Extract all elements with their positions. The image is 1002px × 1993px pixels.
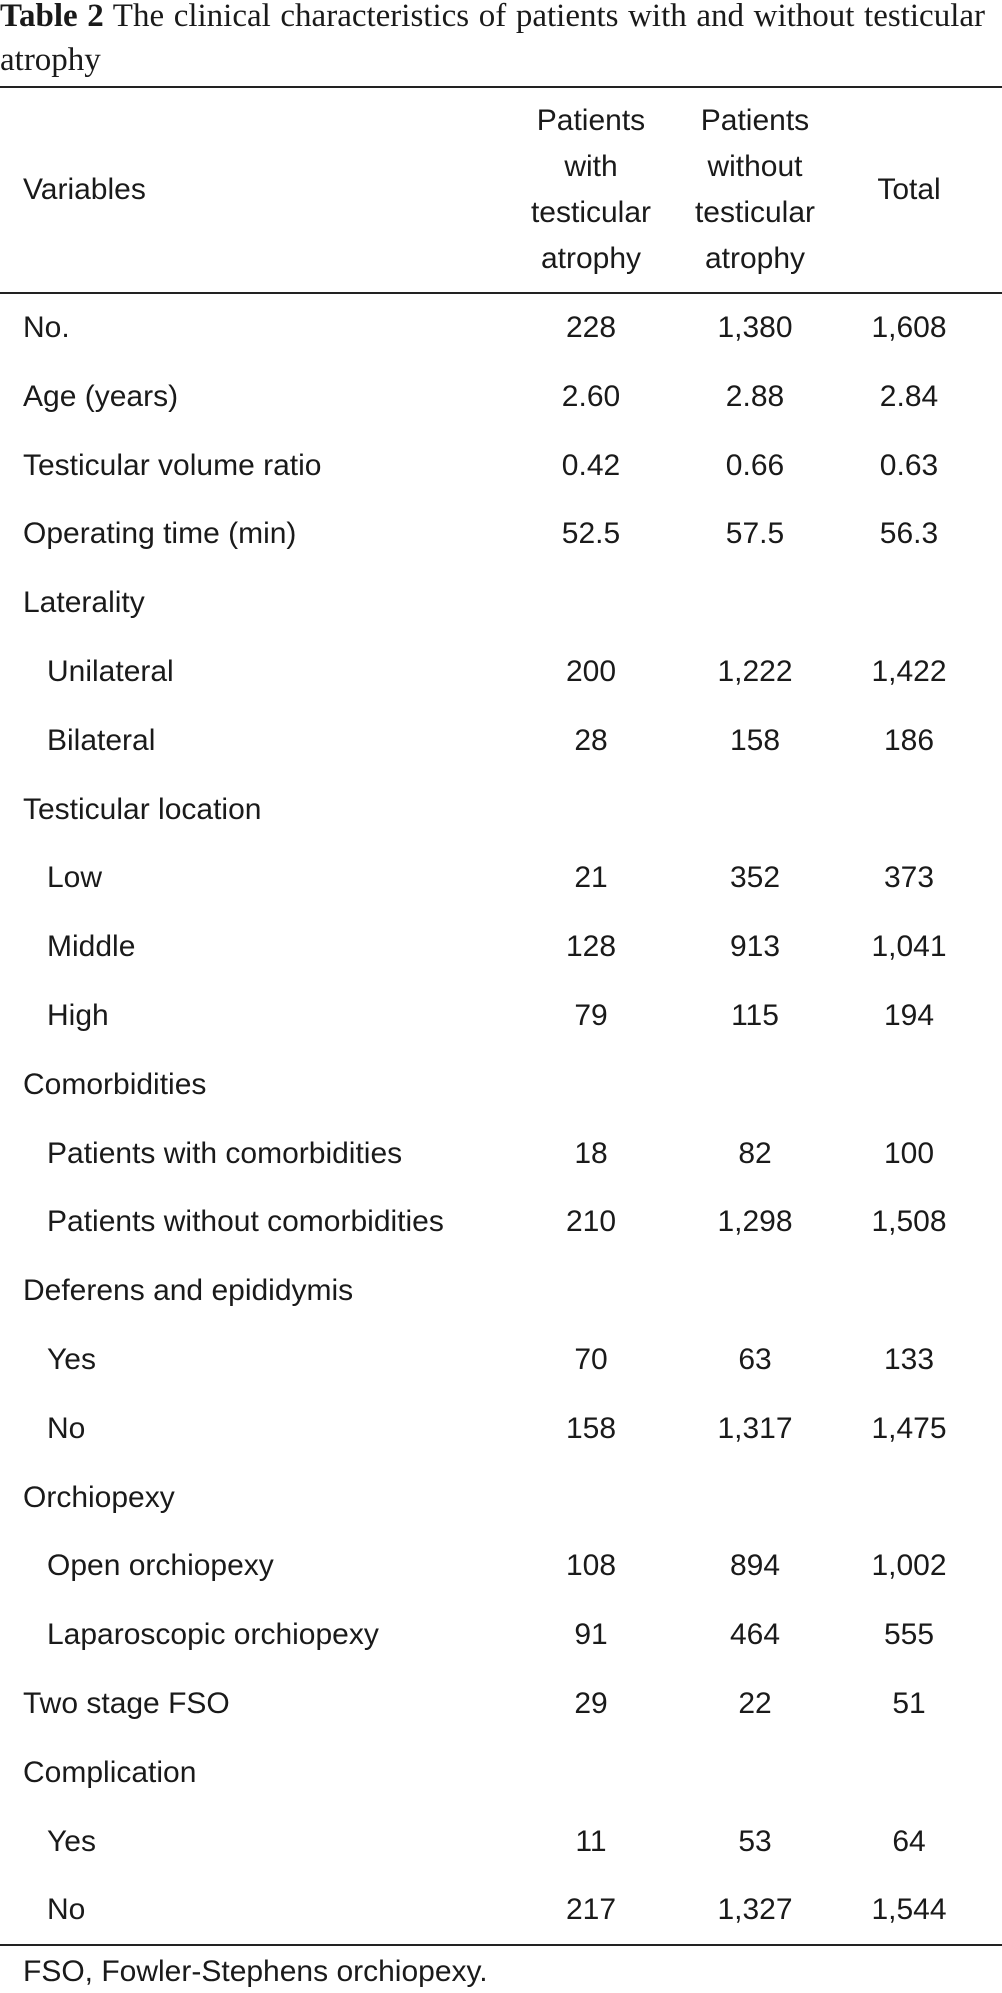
row-label: Laparoscopic orchiopexy [47, 1618, 379, 1652]
row-label: Orchiopexy [23, 1480, 175, 1514]
cell-total: 1,508 [871, 1205, 947, 1239]
header-variables [23, 88, 503, 292]
table-row [0, 363, 1002, 432]
table-row-subitem [0, 1395, 1002, 1464]
cell-total: 2.84 [879, 379, 939, 413]
row-label: Complication [23, 1755, 197, 1789]
cell-without-atrophy [677, 776, 833, 845]
cell-total: 1,475 [871, 1411, 947, 1445]
row-label: Open orchiopexy [47, 1549, 274, 1583]
cell-with-atrophy [515, 1257, 667, 1326]
cell-total: 133 [883, 1342, 935, 1376]
cell-with-atrophy: 200 [565, 654, 617, 688]
row-label: Operating time (min) [23, 517, 297, 551]
cell-without-atrophy: 1,222 [717, 654, 793, 688]
cell-without-atrophy: 464 [729, 1618, 781, 1652]
cell-without-atrophy [677, 569, 833, 638]
table-row [0, 1464, 1002, 1533]
table-row [0, 294, 1002, 363]
row-label: Laterality [23, 586, 145, 620]
table-row-subitem [0, 1532, 1002, 1601]
row-label: Middle [47, 930, 136, 964]
cell-without-atrophy: 57.5 [725, 517, 785, 551]
cell-total: 186 [883, 723, 935, 757]
table-body [0, 294, 1002, 1945]
table-row-subitem [0, 1601, 1002, 1670]
cell-without-atrophy: 352 [729, 861, 781, 895]
table-caption [0, 0, 985, 82]
row-label: Testicular location [23, 792, 262, 826]
cell-without-atrophy: 158 [729, 723, 781, 757]
table-row-subitem [0, 982, 1002, 1051]
cell-with-atrophy: 18 [574, 1136, 608, 1170]
header-total-label: Total [877, 173, 941, 206]
cell-without-atrophy: 115 [731, 998, 779, 1032]
table-row [0, 569, 1002, 638]
cell-total: 51 [892, 1686, 926, 1720]
cell-with-atrophy: 108 [565, 1549, 617, 1583]
cell-total: 1,002 [871, 1549, 947, 1583]
row-label: Two stage FSO [23, 1686, 230, 1720]
cell-with-atrophy: 52.5 [561, 517, 621, 551]
cell-total [843, 1051, 975, 1120]
row-label: Unilateral [47, 654, 174, 688]
header-without-atrophy-line: atrophy [704, 242, 806, 275]
cell-total: 1,544 [871, 1893, 947, 1927]
row-label: Deferens and epididymis [23, 1274, 354, 1308]
header-without-atrophy-line: Patients [700, 104, 810, 137]
cell-with-atrophy [515, 1051, 667, 1120]
cell-with-atrophy: 128 [565, 930, 617, 964]
table-row [0, 500, 1002, 569]
row-label: Age (years) [23, 379, 179, 413]
cell-total [843, 1257, 975, 1326]
table-row-subitem [0, 1188, 1002, 1257]
cell-total: 56.3 [879, 517, 939, 551]
header-with-atrophy-line: testicular [530, 196, 652, 229]
row-label: Patients without comorbidities [47, 1205, 444, 1239]
table-row-subitem [0, 844, 1002, 913]
cell-without-atrophy: 894 [729, 1549, 781, 1583]
cell-without-atrophy: 82 [738, 1136, 772, 1170]
row-label: Comorbidities [23, 1067, 207, 1101]
table-row [0, 1051, 1002, 1120]
cell-without-atrophy: 2.88 [725, 379, 785, 413]
cell-without-atrophy: 1,327 [717, 1893, 793, 1927]
cell-with-atrophy [515, 776, 667, 845]
table-row-subitem [0, 913, 1002, 982]
cell-without-atrophy [677, 1739, 833, 1808]
table-row-subitem [0, 1326, 1002, 1395]
row-label: High [47, 998, 109, 1032]
header-with-atrophy-line: atrophy [540, 242, 642, 275]
cell-with-atrophy [515, 1739, 667, 1808]
cell-total [843, 776, 975, 845]
table-header [0, 88, 1002, 292]
table-row [0, 1670, 1002, 1739]
row-label: No. [23, 311, 70, 344]
cell-with-atrophy: 29 [574, 1686, 608, 1720]
cell-with-atrophy: 0.42 [561, 448, 621, 482]
cell-with-atrophy [515, 1464, 667, 1533]
cell-with-atrophy [515, 569, 667, 638]
cell-without-atrophy: 53 [738, 1824, 772, 1858]
row-label: No [47, 1893, 86, 1927]
cell-without-atrophy: 22 [738, 1686, 772, 1720]
cell-total: 0.63 [879, 448, 939, 482]
table-number: Table 2 [0, 0, 104, 34]
header-with-atrophy [515, 88, 667, 292]
header-without-atrophy-line: testicular [694, 196, 816, 229]
cell-total: 373 [883, 861, 935, 895]
cell-total: 1,422 [871, 654, 947, 688]
cell-total [843, 1464, 975, 1533]
table-title: The clinical characteristics of patients with and without testicular atrophy [0, 0, 985, 78]
header-without-atrophy-line: without [707, 150, 803, 183]
bottom-rule [0, 1944, 1002, 1946]
cell-without-atrophy: 0.66 [725, 448, 785, 482]
cell-with-atrophy: 79 [574, 998, 608, 1032]
cell-with-atrophy: 28 [574, 723, 608, 757]
header-variables-label: Variables [23, 173, 146, 206]
cell-without-atrophy: 1,317 [717, 1411, 793, 1445]
cell-without-atrophy [677, 1051, 833, 1120]
table-row [0, 1739, 1002, 1808]
table-row-subitem [0, 1876, 1002, 1945]
header-total [843, 88, 975, 292]
cell-total [843, 569, 975, 638]
header-without-atrophy [677, 88, 833, 292]
row-label: Bilateral [47, 723, 156, 757]
row-label: Low [47, 861, 103, 895]
table-row-subitem [0, 638, 1002, 707]
row-label: Testicular volume ratio [23, 448, 322, 482]
cell-without-atrophy [677, 1257, 833, 1326]
header-with-atrophy-line: with [564, 150, 618, 183]
table-row [0, 432, 1002, 501]
cell-total: 1,041 [871, 930, 947, 964]
cell-total: 64 [892, 1824, 926, 1858]
cell-with-atrophy: 2.60 [561, 379, 621, 413]
cell-total: 194 [883, 998, 935, 1032]
table-row [0, 776, 1002, 845]
cell-with-atrophy: 91 [574, 1618, 608, 1652]
cell-with-atrophy: 11 [575, 1824, 607, 1858]
cell-without-atrophy: 63 [738, 1342, 772, 1376]
cell-with-atrophy: 217 [565, 1893, 617, 1927]
table-footnote: FSO, Fowler-Stephens orchiopexy. [23, 1955, 488, 1988]
cell-total: 100 [883, 1136, 935, 1170]
cell-without-atrophy: 1,380 [717, 311, 793, 344]
cell-with-atrophy: 70 [574, 1342, 608, 1376]
cell-total: 555 [883, 1618, 935, 1652]
row-label: Yes [47, 1824, 96, 1858]
cell-with-atrophy: 228 [565, 311, 617, 344]
cell-with-atrophy: 21 [574, 861, 608, 895]
cell-without-atrophy [677, 1464, 833, 1533]
cell-with-atrophy: 158 [565, 1411, 617, 1445]
table-row-subitem [0, 707, 1002, 776]
table-row-subitem [0, 1808, 1002, 1877]
cell-total: 1,608 [871, 311, 947, 344]
table-row [0, 1257, 1002, 1326]
cell-total [843, 1739, 975, 1808]
row-label: Patients with comorbidities [47, 1136, 403, 1170]
table-row-subitem [0, 1120, 1002, 1189]
row-label: Yes [47, 1342, 96, 1376]
cell-with-atrophy: 210 [565, 1205, 617, 1239]
cell-without-atrophy: 1,298 [717, 1205, 793, 1239]
cell-without-atrophy: 913 [729, 930, 781, 964]
header-with-atrophy-line: Patients [536, 104, 646, 137]
row-label: No [47, 1411, 86, 1445]
